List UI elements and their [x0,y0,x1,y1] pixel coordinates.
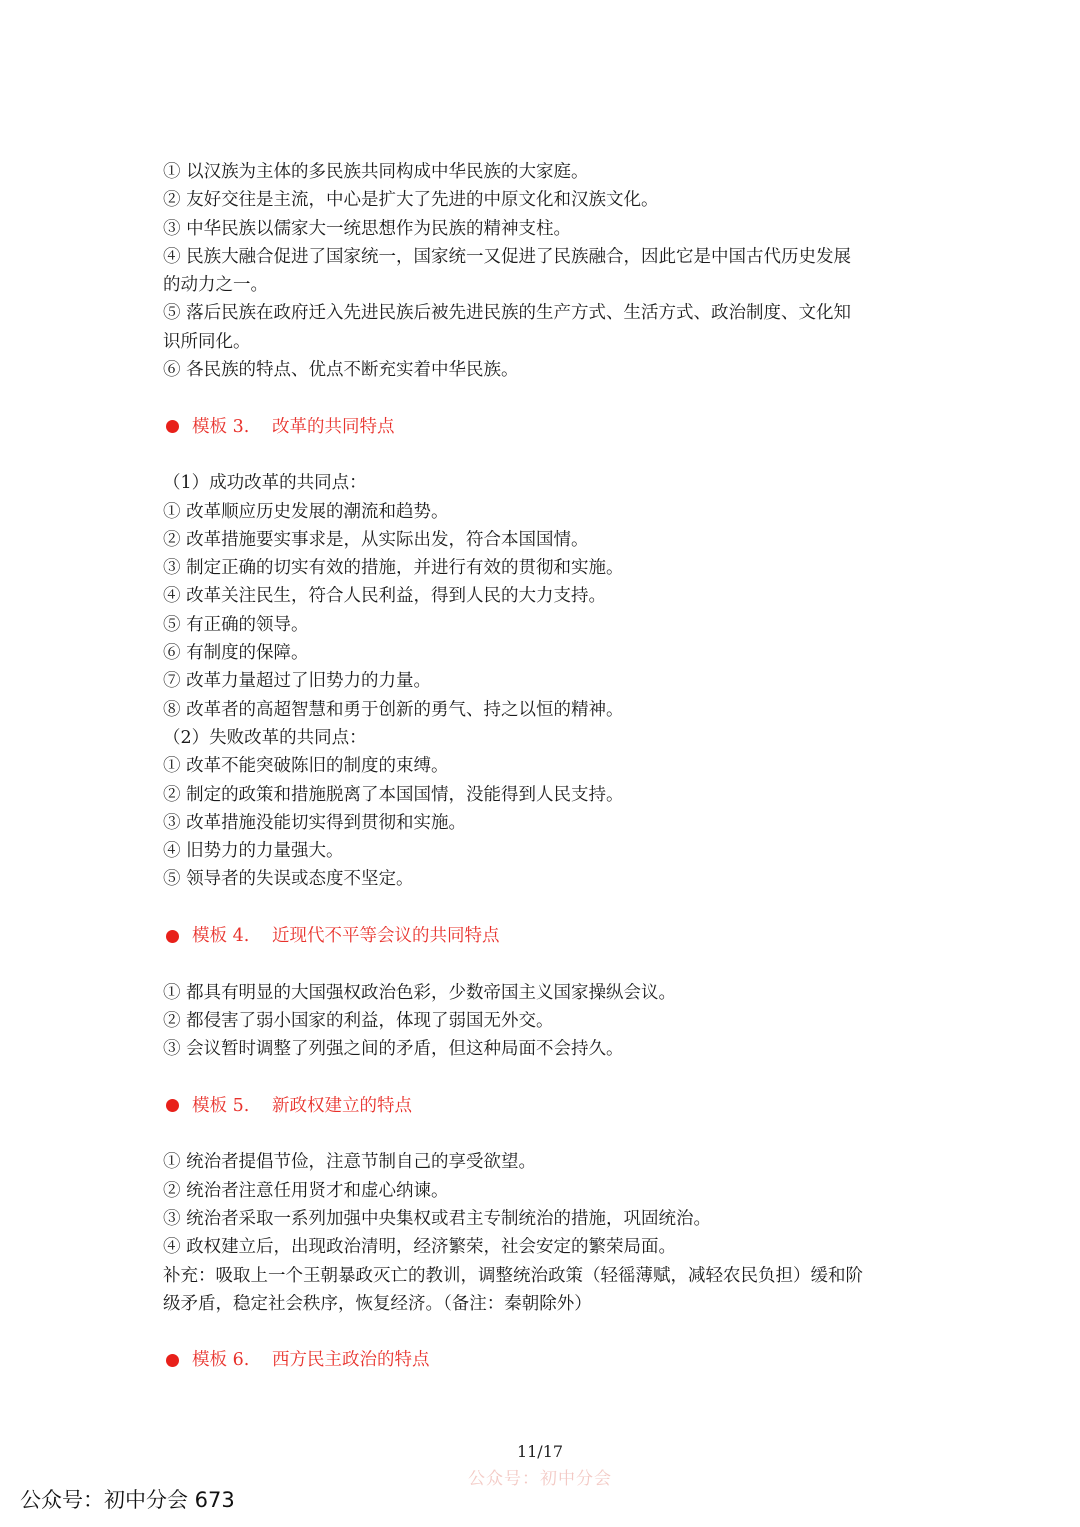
list-item: ⑤ 领导者的失误或态度不坚定。 [163,869,414,890]
template-3-heading [163,413,923,441]
template-3-section [163,469,923,893]
template-title: 改革的共同特点 [272,416,395,437]
template-5-heading [163,1092,923,1120]
list-item: ③ 改革措施没能切实得到贯彻和实施。 [163,812,467,833]
template-number: 模板 4. [192,926,250,947]
list-item: ② 友好交往是主流，中心是扩大了先进的中原文化和汉族文化。 [163,190,659,211]
list-item: ② 统治者注意任用贤才和虚心纳谏。 [163,1180,449,1201]
watermark: 公众号：初中分会 [468,1469,612,1489]
template-5-section [163,1148,923,1318]
list-item: ① 以汉族为主体的多民族共同构成中华民族的大家庭。 [163,162,589,182]
list-item: ④ 民族大融合促进了国家统一，国家统一又促进了民族融合，因此它是中国古代历史发展 [163,246,852,267]
list-item: ① 都具有明显的大国强权政治色彩，少数帝国主义国家操纵会议。 [163,982,677,1003]
template-4-section [163,979,923,1064]
footer-note: 公众号：初中分会 673 [20,1488,235,1512]
list-item: ⑤ 落后民族在政府迁入先进民族后被先进民族的生产方式、生活方式、政治制度、文化知 [163,303,852,324]
list-item: ⑥ 有制度的保障。 [163,643,309,664]
template-number: 模板 3. [192,416,250,437]
supplement-note-continuation: 级矛盾，稳定社会秩序，恢复经济。（备注：秦朝除外） [163,1293,592,1314]
page-number: 11/17 [516,1442,564,1461]
list-item-continuation: 的动力之一。 [163,275,268,296]
list-item: ⑦ 改革力量超过了旧势力的力量。 [163,671,432,692]
template-6-heading [163,1346,923,1374]
subsection-label: （2）失败改革的共同点： [163,727,367,748]
template-number: 模板 6. [192,1350,250,1371]
bullet-dot-icon [166,420,179,433]
intro-list [163,158,923,384]
template-title: 西方民主政治的特点 [272,1350,430,1371]
list-item: ① 改革顺应历史发展的潮流和趋势。 [163,501,449,522]
bullet-dot-icon [166,930,179,943]
bullet-dot-icon [166,1354,179,1367]
list-item: ③ 中华民族以儒家大一统思想作为民族的精神支柱。 [163,218,572,239]
subsection-label: （1）成功改革的共同点： [163,473,367,494]
template-title: 新政权建立的特点 [272,1095,412,1116]
template-4-heading [163,922,923,950]
list-item: ② 改革措施要实事求是，从实际出发，符合本国国情。 [163,529,589,550]
list-item: ⑤ 有正确的领导。 [163,614,309,635]
list-item: ① 统治者提倡节俭，注意节制自己的享受欲望。 [163,1152,537,1173]
list-item: ④ 改革关注民生，符合人民利益，得到人民的大力支持。 [163,586,607,607]
list-item: ③ 制定正确的切实有效的措施，并进行有效的贯彻和实施。 [163,558,624,579]
list-item: ③ 会议暂时调整了列强之间的矛盾，但这种局面不会持久。 [163,1039,624,1060]
template-number: 模板 5. [192,1095,250,1116]
list-item: ⑥ 各民族的特点、优点不断充实着中华民族。 [163,360,519,381]
document-body [163,158,923,1375]
list-item: ② 制定的政策和措施脱离了本国国情，没能得到人民支持。 [163,784,624,805]
list-item: ④ 旧势力的力量强大。 [163,841,344,862]
supplement-note: 补充：吸取上一个王朝暴政灭亡的教训，调整统治政策（轻徭薄赋，减轻农民负担）缓和阶 [163,1265,863,1286]
list-item-continuation: 识所同化。 [163,331,251,352]
list-item: ③ 统治者采取一系列加强中央集权或君主专制统治的措施，巩固统治。 [163,1208,712,1229]
list-item: ⑧ 改革者的高超智慧和勇于创新的勇气、持之以恒的精神。 [163,699,624,720]
list-item: ④ 政权建立后，出现政治清明，经济繁荣，社会安定的繁荣局面。 [163,1237,677,1258]
template-title: 近现代不平等会议的共同特点 [272,926,500,947]
list-item: ① 改革不能突破陈旧的制度的束缚。 [163,756,449,777]
bullet-dot-icon [166,1099,179,1112]
list-item: ② 都侵害了弱小国家的利益，体现了弱国无外交。 [163,1010,554,1031]
